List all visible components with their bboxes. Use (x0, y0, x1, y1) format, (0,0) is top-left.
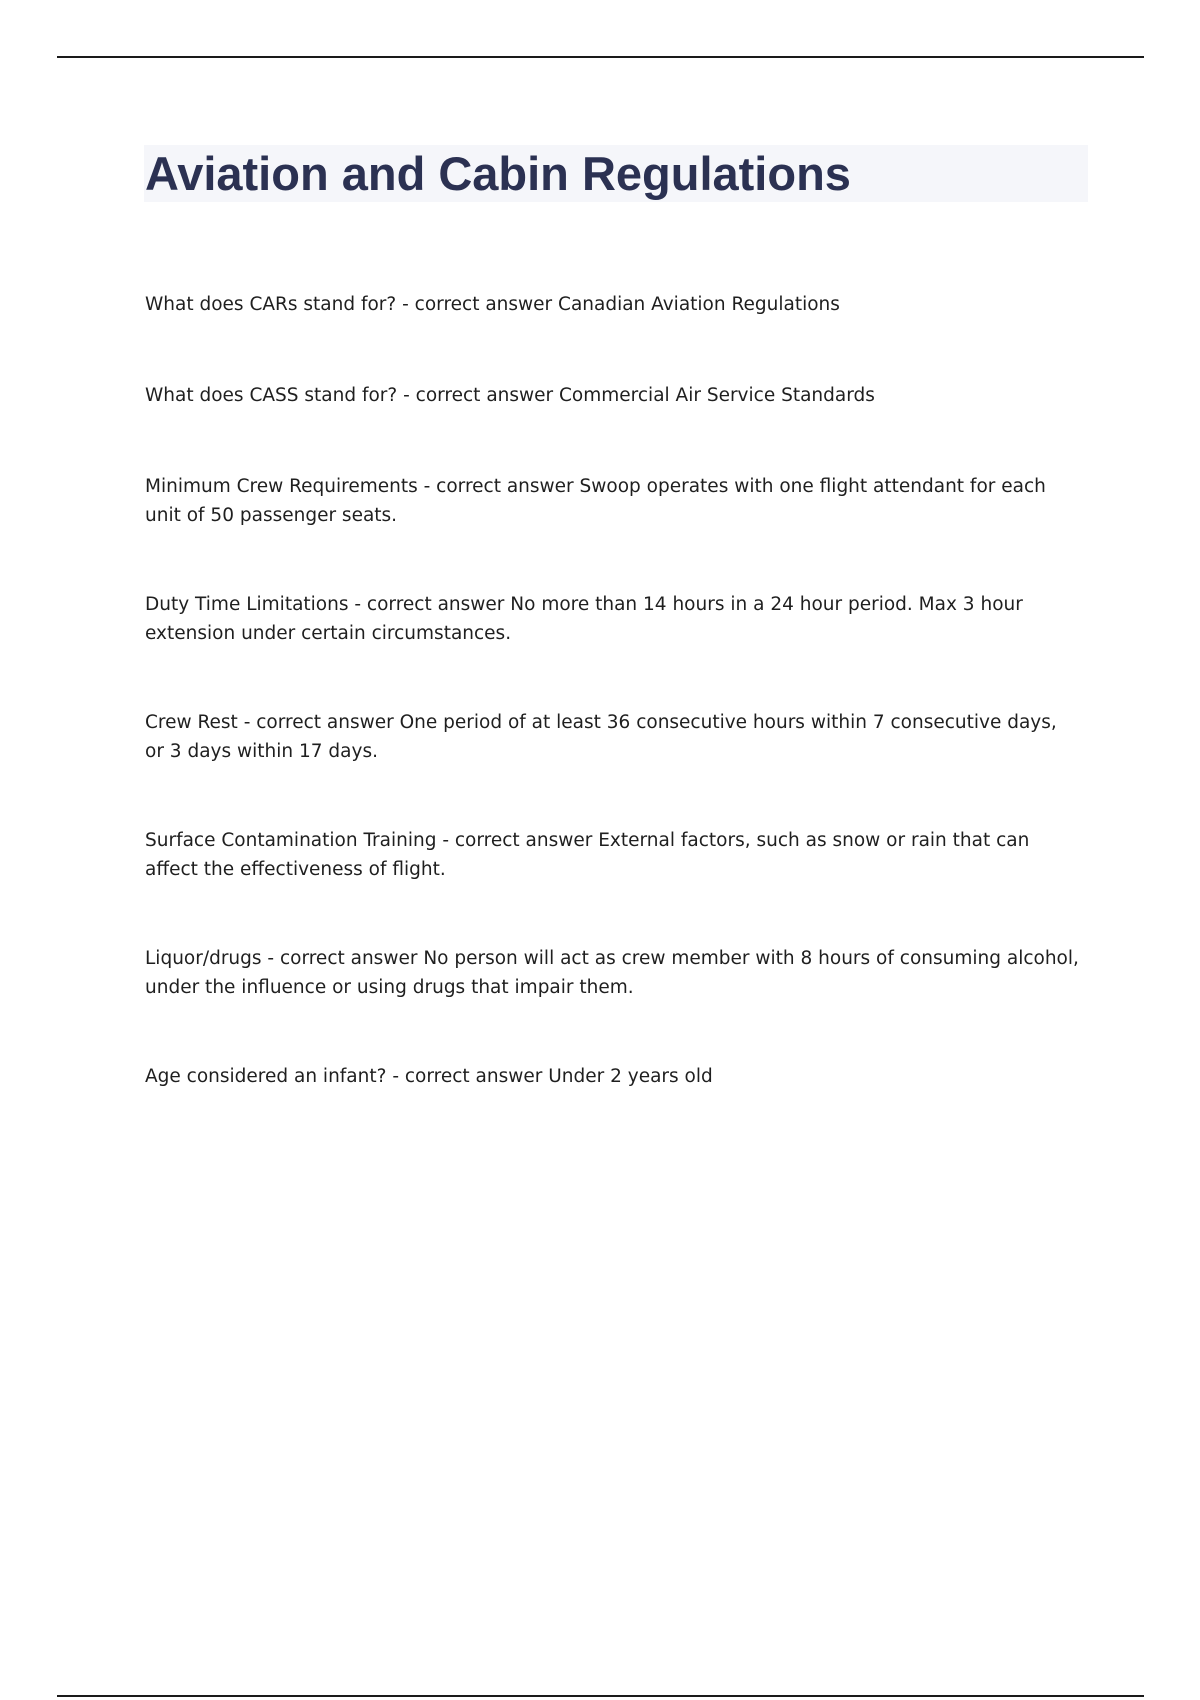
bottom-rule (57, 1695, 1144, 1697)
qa-item-cars: What does CARs stand for? - correct answer Canadian Aviation Regulations (145, 294, 840, 315)
qa-item-cass: What does CASS stand for? - correct answer Commercial Air Service Standards (145, 385, 875, 406)
top-rule (57, 56, 1144, 58)
qa-item-duty-time: Duty Time Limitations - correct answer No more than 14 hours in a 24 hour period. Max 3 hour extension under certain circumstances. (145, 594, 1023, 644)
qa-item-infant-age: Age considered an infant? - correct answer Under 2 years old (145, 1066, 713, 1087)
qa-item-surface-contamination: Surface Contamination Training - correct answer External factors, such as snow or rain that can affect the effectiveness of flight. (145, 830, 1030, 880)
qa-item-crew-rest: Crew Rest - correct answer One period of at least 36 consecutive hours within 7 consecutive days, or 3 days within 17 days. (145, 712, 1057, 762)
document-title: Aviation and Cabin Regulations (145, 147, 851, 200)
qa-item-liquor-drugs: Liquor/drugs - correct answer No person will act as crew member with 8 hours of consuming alcohol, under the influence or using drugs that impair them. (145, 948, 1079, 998)
qa-list (145, 290, 1080, 1153)
qa-item-minimum-crew: Minimum Crew Requirements - correct answer Swoop operates with one flight attendant for each unit of 50 passenger seats. (145, 476, 1046, 526)
